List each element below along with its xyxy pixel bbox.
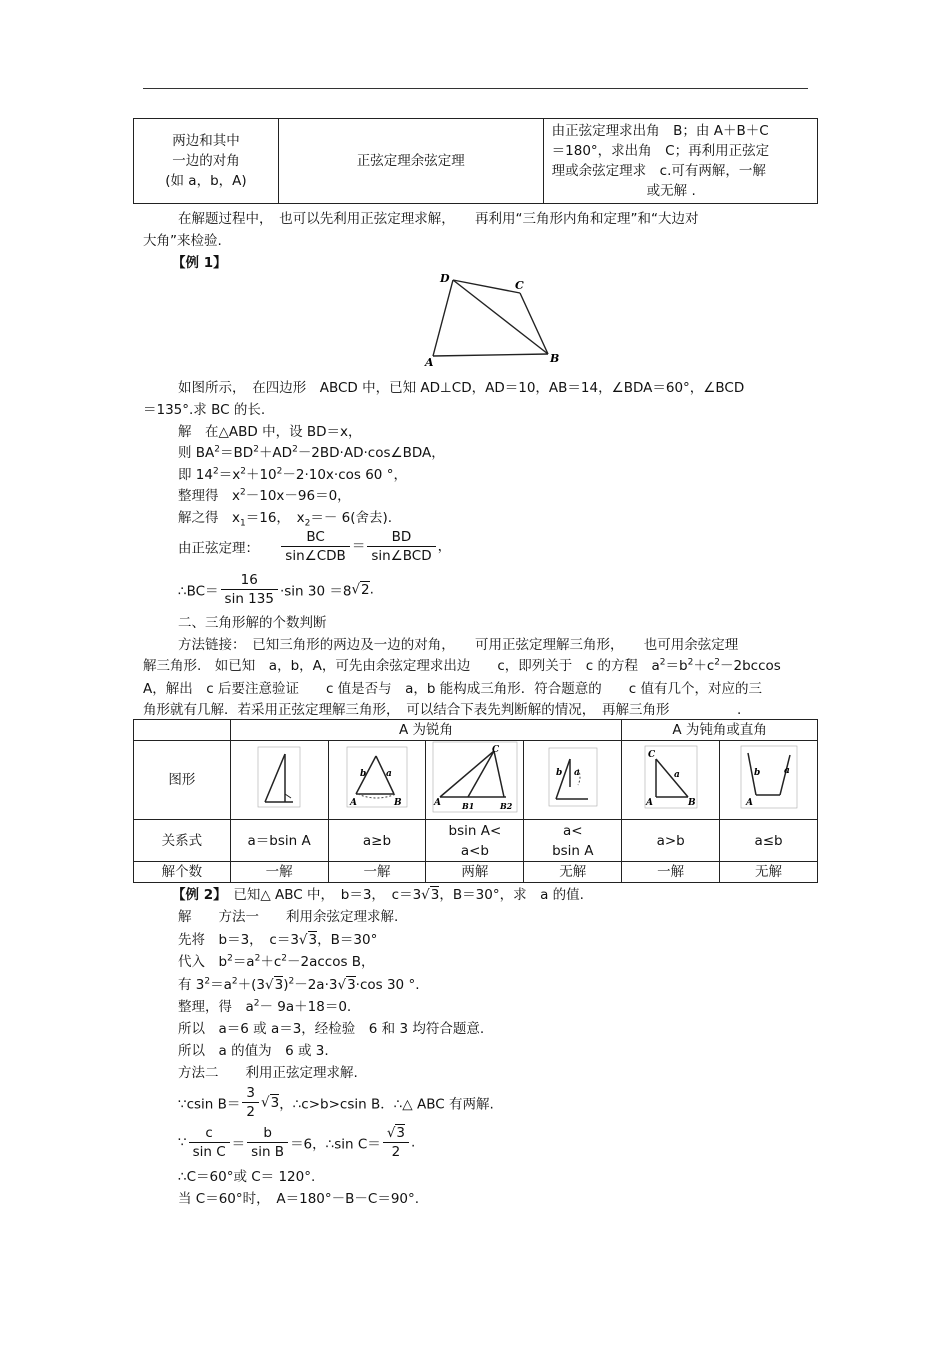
method2-line: ∴C＝60°或 C＝ 120°.	[178, 1169, 316, 1185]
svg-text:B: B	[687, 798, 696, 808]
solution-line: 整理得 $x^2-10x-96=0$，	[178, 487, 351, 504]
case-line: 一边的对角	[172, 153, 240, 169]
relation-row-label: 关系式	[134, 820, 231, 862]
figure-row-label: 图形	[134, 741, 231, 820]
figure-cell	[328, 741, 426, 820]
svg-text:B: B	[393, 798, 402, 808]
method-cell: 正弦定理余弦定理	[278, 119, 543, 204]
intro-line-1: 在解题过程中， 也可以先利用正弦定理求解， 再利用“三角形内角和定理”和“大边对	[178, 211, 699, 227]
obtuse-header: A 为钝角或直角	[622, 720, 818, 741]
example1-label: 【例 1】	[172, 255, 227, 271]
method1-title: 解 方法一 利用余弦定理求解.	[178, 909, 399, 925]
summary-table	[133, 118, 818, 204]
method1-line: 所以 a＝6 或 a＝3，经检验 6 和 3 均符合题意.	[178, 1021, 485, 1037]
steps-cell	[543, 119, 817, 204]
svg-text:a: a	[573, 768, 580, 778]
method2-title: 方法二 利用正弦定理求解.	[178, 1065, 358, 1081]
triangle-a-ge-b-figure	[346, 746, 408, 808]
vertex-label-c: C	[515, 279, 524, 292]
svg-text:b: b	[555, 768, 563, 778]
steps-line: 由正弦定理求出角 B；由 A＋B＋C	[551, 123, 769, 139]
figure-cell	[720, 741, 818, 820]
vertex-label-d: D	[440, 272, 450, 285]
method1-line: 整理，得 $a^2- 9a+18=0$.	[178, 998, 352, 1015]
count-cell: 两解	[426, 862, 524, 883]
solution-line: 则 $BA^2=BD^2+AD^2-2BD\cdot AD\cdot\cos\angle BDA$，	[178, 444, 445, 461]
section2-heading: 二、三角形解的个数判断	[178, 615, 327, 631]
steps-line: ＝180°，求出角 C；再利用正弦定	[551, 143, 770, 159]
count-cell: 一解	[230, 862, 328, 883]
method2-line: ∵ $\frac{c}{\text{sin C}}$ ＝ $\frac{b}{\text{sin B}}$ ＝6，∴sin C＝ $\frac{√3}{2}$ .	[178, 1125, 416, 1160]
steps-line: 或无解 .	[646, 183, 696, 199]
method1-line: 代入 $b^2=a^2+c^2-2accos$ B，	[178, 953, 375, 970]
count-cell: 无解	[524, 862, 622, 883]
corner-cell	[134, 720, 231, 741]
relation-cell: a>b	[622, 820, 720, 862]
svg-text:a: a	[673, 770, 680, 780]
bc-result-line: ∴BC＝ $\frac{16}{\sin 135}$ ·sin 30 ＝8√2.	[178, 572, 374, 607]
obtuse-no-solution-figure	[740, 745, 798, 809]
count-cell: 一解	[622, 862, 720, 883]
section2-line: 解三角形. 如已知 a，b，A，可先由余弦定理求出边 c，即列关于 c 的方程 $a^2=b^2+c^2-2bccos$	[143, 657, 781, 674]
vertex-label-b: B	[550, 352, 560, 365]
figure-cell	[622, 741, 720, 820]
count-row-label: 解个数	[134, 862, 231, 883]
svg-text:C: C	[491, 745, 500, 755]
svg-text:B1: B1	[461, 801, 475, 811]
relation-cell: a≤b	[720, 820, 818, 862]
section2-line: A，解出 c 后要注意验证 c 值是否与 a，b 能构成三角形．符合题意的 c 值有几个，对应的三	[143, 681, 763, 697]
svg-text:a: a	[385, 769, 392, 779]
svg-text:A: A	[433, 798, 441, 808]
example1-problem-2: ＝135°.求 BC 的长.	[143, 402, 266, 418]
two-solutions-figure	[432, 741, 518, 813]
section2-line: 方法链接： 已知三角形的两边及一边的对角， 可用正弦定理解三角形， 也可用余弦定理	[178, 637, 739, 653]
example1-problem-1: 如图所示， 在四边形 ABCD 中，已知 AD⊥CD，AD＝10，AB＝14，∠BDA＝60°，∠BCD	[178, 380, 745, 396]
solution-line: 即 $14^2=x^2+10^2-2\cdot 10x\cdot\cos$ 60 °，	[178, 466, 407, 483]
svg-text:a: a	[783, 766, 790, 776]
figure-cell	[524, 741, 622, 820]
solution-count-table	[133, 719, 818, 883]
example2-problem: 【例 2】 已知△ ABC 中， b＝3， c＝3√3，B＝30°，求 a 的值.	[172, 887, 584, 903]
obtuse-one-solution-figure	[644, 745, 698, 809]
count-cell: 一解	[328, 862, 426, 883]
figure-cell	[426, 741, 524, 820]
intro-line-2: 大角”来检验.	[143, 233, 222, 249]
relation-cell: a≥b	[328, 820, 426, 862]
header-rule	[143, 88, 808, 89]
method1-line: 所以 a 的值为 6 或 3.	[178, 1043, 329, 1059]
svg-text:C: C	[647, 750, 655, 760]
acute-header: A 为锐角	[230, 720, 622, 741]
svg-text:A: A	[645, 798, 653, 808]
method1-line: 先将 b＝3， c＝3√3，B＝30°	[178, 932, 378, 948]
method2-line: 当 C＝60°时， A＝180°－B－C＝90°.	[178, 1191, 420, 1207]
vertex-label-a: A	[425, 356, 434, 368]
relation-cell: a＝bsin A	[230, 820, 328, 862]
steps-line: 理或余弦定理求 c.可有两解，一解	[551, 163, 766, 179]
svg-text:A: A	[745, 798, 753, 808]
sine-law-line: 由正弦定理： $\frac{BC}{\text{sin∠CDB}}$ ＝ $\frac{BD}{\text{sin∠BCD}}$ ，	[178, 529, 452, 564]
relation-cell: a< bsin A	[524, 820, 622, 862]
method1-line: 有 $3^2=a^2+(3√3)^2-2a\cdot 3√3\cdot\cos$ 30 °.	[178, 976, 420, 993]
svg-text:B2: B2	[499, 801, 513, 811]
case-line: (如 a，b，A)	[165, 173, 247, 189]
method2-line: ∵csin B＝ $\frac{3}{2}$ √3，∴c>b>csin B．∴△ ABC 有两解.	[178, 1085, 494, 1120]
right-triangle-figure	[257, 746, 301, 808]
case-cell	[134, 119, 279, 204]
section2-line: 角形就有几解．若采用正弦定理解三角形， 可以结合下表先判断解的情况， 再解三角形 .	[143, 702, 742, 718]
svg-text:b: b	[753, 768, 760, 778]
quadrilateral-figure	[420, 268, 570, 368]
case-line: 两边和其中	[172, 133, 240, 149]
solution-line: 解之得 $x_1=16$， $x_2=- 6$(舍去).	[178, 510, 393, 529]
count-cell: 无解	[720, 862, 818, 883]
svg-text:b: b	[359, 769, 367, 779]
figure-cell	[230, 741, 328, 820]
no-solution-figure	[548, 747, 598, 807]
relation-cell: bsin A< a<b	[426, 820, 524, 862]
solution-line: 解 在△ABD 中，设 BD＝x，	[178, 424, 362, 440]
svg-text:A: A	[349, 798, 357, 808]
